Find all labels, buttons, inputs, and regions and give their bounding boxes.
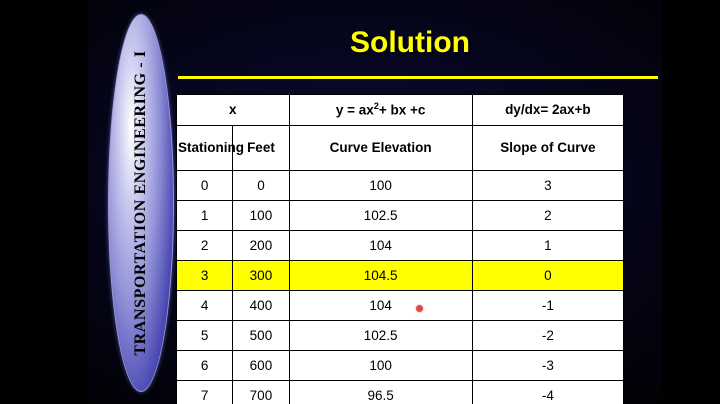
cell-stationing: 1 xyxy=(177,201,233,231)
cell-curve-elevation: 104 xyxy=(289,291,472,321)
header-curve-elevation: Curve Elevation xyxy=(289,126,472,171)
header-slope-of-curve: Slope of Curve xyxy=(472,126,623,171)
cell-slope: -2 xyxy=(472,321,623,351)
course-banner xyxy=(108,14,174,392)
title-divider xyxy=(178,76,658,79)
page-title: Solution xyxy=(350,26,470,59)
header-equation-exponent: 2 xyxy=(373,101,379,112)
cell-feet: 0 xyxy=(233,171,289,201)
table-row xyxy=(177,321,624,351)
cell-slope: 1 xyxy=(472,231,623,261)
cell-feet: 200 xyxy=(233,231,289,261)
header-equation-suffix: + bx +c xyxy=(378,102,426,118)
table-header-row-sub xyxy=(177,126,624,171)
solution-table-wrapper xyxy=(176,94,624,404)
cell-feet: 300 xyxy=(233,261,289,291)
cell-feet: 700 xyxy=(233,381,289,404)
header-equation-prefix: y = ax xyxy=(335,102,374,118)
cell-curve-elevation: 100 xyxy=(289,171,472,201)
table-row xyxy=(177,381,624,404)
left-black-margin xyxy=(0,0,88,404)
table-body xyxy=(177,171,624,404)
table-row xyxy=(177,171,624,201)
table-row xyxy=(177,261,624,291)
cell-stationing: 5 xyxy=(177,321,233,351)
cell-feet: 400 xyxy=(233,291,289,321)
cell-slope: 3 xyxy=(472,171,623,201)
header-equation xyxy=(289,95,472,126)
cell-slope: 2 xyxy=(472,201,623,231)
header-x: x xyxy=(177,95,290,126)
table-row xyxy=(177,291,624,321)
cell-curve-elevation: 100 xyxy=(289,351,472,381)
cell-stationing: 6 xyxy=(177,351,233,381)
cell-curve-elevation: 104 xyxy=(289,231,472,261)
cell-stationing: 3 xyxy=(177,261,233,291)
solution-table xyxy=(176,94,624,404)
cell-curve-elevation: 102.5 xyxy=(289,321,472,351)
table-row xyxy=(177,201,624,231)
cell-curve-elevation: 104.5 xyxy=(289,261,472,291)
cell-stationing: 7 xyxy=(177,381,233,404)
cell-curve-elevation: 102.5 xyxy=(289,201,472,231)
table-header-row-top xyxy=(177,95,624,126)
table-header xyxy=(177,95,624,171)
cell-feet: 100 xyxy=(233,201,289,231)
cell-slope: -4 xyxy=(472,381,623,404)
cell-feet: 500 xyxy=(233,321,289,351)
cell-curve-elevation: 96.5 xyxy=(289,381,472,404)
cell-stationing: 2 xyxy=(177,231,233,261)
cell-stationing: 0 xyxy=(177,171,233,201)
header-stationing: Stationing xyxy=(177,126,233,171)
cell-slope: -1 xyxy=(472,291,623,321)
table-row xyxy=(177,231,624,261)
mouse-pointer xyxy=(416,305,423,312)
table-row xyxy=(177,351,624,381)
course-banner-label: TRANSPORTATION ENGINEERING - I xyxy=(132,50,149,356)
cell-feet: 600 xyxy=(233,351,289,381)
cell-slope: -3 xyxy=(472,351,623,381)
header-feet: Feet xyxy=(233,126,289,171)
cell-stationing: 4 xyxy=(177,291,233,321)
right-black-margin xyxy=(662,0,720,404)
header-derivative: dy/dx= 2ax+b xyxy=(472,95,623,126)
cell-slope: 0 xyxy=(472,261,623,291)
